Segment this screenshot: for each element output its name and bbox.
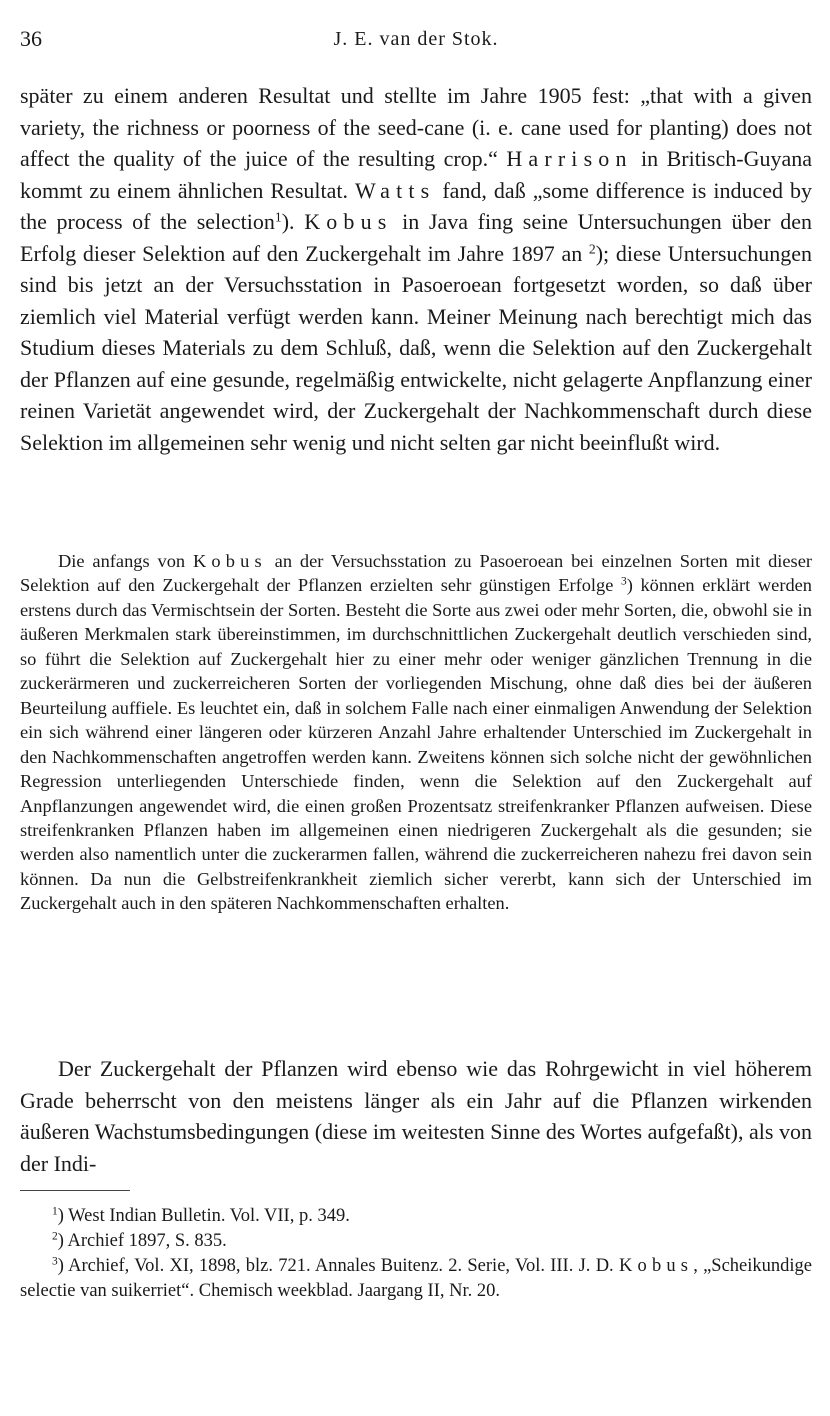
author-name: Watts (354, 177, 436, 203)
footnote-2 (20, 1229, 812, 1254)
body-paragraph-1 (20, 80, 812, 458)
text-run: in Java fing seine Untersuchungen über den Erfolg dieser Selektion auf den Zuckergehalt im Jahre 1897 an (20, 209, 812, 266)
footnote-ref: 3 (621, 576, 627, 589)
author-name: Harrison (506, 146, 633, 171)
footnote-1 (20, 1204, 812, 1229)
body-paragraph-3: Der Zuckergehalt der Pflanzen wird ebenso wie das Rohrgewicht in viel höherem Grade beherrscht von den meistens länger als ein Jahr auf die Pflanzen wirkenden äußeren Wachstumsbedingungen (diese im weitesten Sinne des Wortes aufgefaßt), als von der Indi- (20, 1056, 812, 1176)
page-header (20, 26, 812, 56)
footnote-ref: 1 (274, 209, 282, 225)
text-run: an der Versuchsstation zu Pasoeroean bei einzelnen Sorten mit dieser Selektion auf den Zuckergehalt der Pflanzen erzielten sehr günstigen Erfolge (20, 551, 813, 596)
footnote-divider (20, 1190, 130, 1191)
footnote-ref: 2 (588, 241, 596, 256)
footnote-3 (20, 1254, 812, 1304)
text-run: Die anfangs von (58, 551, 193, 571)
text-run: ). (281, 209, 305, 234)
footnotes (20, 1204, 812, 1304)
author-name: Kobus (618, 1256, 694, 1276)
footnote-text: ) Archief, Vol. XI, 1898, blz. 721. Annales Buitenz. 2. Serie, Vol. III. J. D. (57, 1256, 619, 1276)
footnote-mark: 1 (52, 1205, 58, 1218)
footnote-mark: 3 (52, 1255, 58, 1268)
footnote-text: ) West Indian Bulletin. Vol. VII, p. 349. (57, 1206, 350, 1226)
footnote-text: , „Scheikundige selectie van suikerriet“. Chemisch weekblad. Jaargang II, Nr. 20. (20, 1256, 812, 1301)
author-name: Kobus (304, 209, 393, 234)
footnote-text: ) Archief 1897, S. 835. (57, 1231, 227, 1251)
body-paragraph-2-small (20, 549, 812, 916)
page-number: 36 (20, 26, 42, 51)
text-run: in Britisch-Guyana kommt zu einem ähnlichen Resultat. (20, 146, 812, 203)
footnote-mark: 2 (52, 1230, 58, 1243)
running-head: J. E. van der Stok. (333, 28, 499, 50)
author-name: Kobus (192, 551, 267, 571)
text-run: ); diese Untersuchungen sind bis jetzt an der Versuchsstation in Pasoeroean fortgesetzt worden, so daß über ziemlich viel Material verfügt werden kann. Meiner Meinung nach berechtigt mich das Studium dieses Materials zu dem Schluß, daß, wenn die Selektion auf den Zuckergehalt der Pflanzen auf eine gesunde, regelmäßig entwickelte, nicht gelagerte Anpflanzung einer reinen Varietät angewendet wird, der Zuckergehalt der Nachkommenschaft durch diese Selektion im allgemeinen sehr wenig und nicht selten gar nicht beeinflußt wird. (20, 240, 812, 455)
text-run: später zu einem anderen Resultat und stellte im Jahre 1905 fest: „that with a given variety, the richness or poorness of the seed-cane (i. e. cane used for planting) does not affect the quality of the juice of the resulting crop.“ (20, 83, 812, 171)
text-run: fand, daß „some difference is induced by the process of the selection (20, 177, 812, 234)
text-run: ) können erklärt werden erstens durch das Vermischtsein der Sorten. Besteht die Sorte aus zwei oder mehr Sorten, die, obwohl sie in äußeren Merkmalen stark übereinstimmen, im durchschnittlichen Zuckergehalt deutlich verschieden sind, so führt die Selektion auf Zuckergehalt hier zu einer mehr oder weniger gänzlichen Trennung in die zuckerärmeren und zuckerreicheren Sorten der vorliegenden Mischung, ohne daß dies bei der äußeren Beurteilung auffiele. Es leuchtet ein, daß in solchem Falle nach einer einmaligen Anwendung der Selektion ein sich während einer längeren oder kürzeren Anzahl Jahre erhaltender Unterschied im Zuckergehalt in den Nachkommenschaften angetroffen werden kann. Zweitens können sich solche nicht der gewöhnlichen Regression unterliegenden Unterschiede finden, wenn die Selektion auf den Zuckergehalt auf Anpflanzungen angewendet wird, die einen großen Prozentsatz streifenkranker Pflanzen aufweisen. Diese streifenkranken Pflanzen haben im allgemeinen einen niedrigeren Zuckergehalt als die gesunden; sie werden also namentlich unter die zuckerarmen fallen, während die zuckerreicheren nahezu frei davon sein können. Da nun die Gelbstreifenkrankheit ziemlich sicher vererbt, kann sich der Unterschied im Zuckergehalt auch in den späteren Nachkommenschaften erhalten. (20, 575, 812, 914)
